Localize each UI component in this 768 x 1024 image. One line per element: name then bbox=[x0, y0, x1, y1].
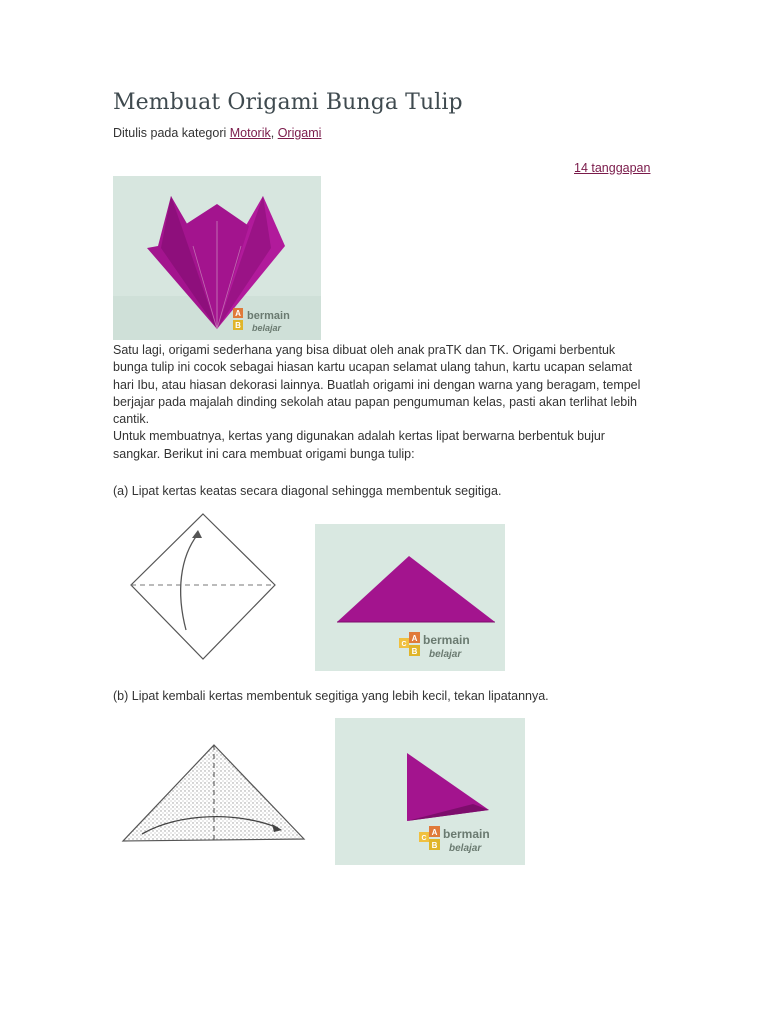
watermark-line1: bermain bbox=[247, 310, 290, 322]
watermark-b: B bbox=[431, 841, 438, 850]
watermark-b: B bbox=[235, 321, 241, 330]
watermark-line1: bermain bbox=[423, 633, 470, 647]
page-title: Membuat Origami Bunga Tulip bbox=[113, 90, 463, 115]
step-a-diagram bbox=[128, 512, 278, 662]
category-separator: , bbox=[270, 126, 278, 140]
meta-prefix: Ditulis pada kategori bbox=[113, 126, 227, 140]
step-a-text: (a) Lipat kertas keatas secara diagonal sehingga membentuk segitiga. bbox=[113, 484, 502, 498]
watermark-line2: belajar bbox=[252, 323, 282, 333]
watermark-logo bbox=[419, 826, 490, 854]
watermark-a: A bbox=[411, 634, 418, 643]
watermark-a: A bbox=[235, 309, 241, 318]
step-b-diagram bbox=[120, 742, 308, 846]
watermark-a: A bbox=[431, 828, 438, 837]
intro-paragraph: Satu lagi, origami sederhana yang bisa dibuat oleh anak praTK dan TK. Origami berbentuk bunga tulip ini cocok sebagai hiasan kartu ucapan selamat ulang tahun, kartu ucapan selamat hari Ibu, atau hiasan dekorasi lainnya. Buatlah origami ini dengan warna yang beragam, tempel berjajar pada majalah dinding sekolah atau papan pengumuman kelas, pasti akan terlihat lebih cantik. bbox=[113, 343, 641, 427]
tulip-photo bbox=[113, 176, 321, 340]
category-link-motorik[interactable]: Motorik bbox=[229, 126, 271, 140]
watermark-logo bbox=[399, 632, 470, 660]
article-body bbox=[113, 342, 653, 463]
instructions-paragraph: Untuk membuatnya, kertas yang digunakan adalah kertas lipat berwarna berbentuk bujur sangkar. Berikut ini cara membuat origami bunga tulip: bbox=[113, 429, 605, 461]
watermark-c: C bbox=[401, 641, 407, 648]
step-a-photo bbox=[315, 524, 505, 671]
category-link-origami[interactable]: Origami bbox=[277, 126, 322, 140]
watermark-c: C bbox=[421, 835, 427, 842]
step-b-photo bbox=[335, 718, 525, 865]
post-meta bbox=[113, 126, 321, 140]
comments-link[interactable]: 14 tanggapan bbox=[574, 161, 651, 175]
watermark-b: B bbox=[411, 647, 418, 656]
watermark-line2: belajar bbox=[429, 649, 462, 660]
watermark-line1: bermain bbox=[443, 827, 490, 841]
step-b-text: (b) Lipat kembali kertas membentuk segitiga yang lebih kecil, tekan lipatannya. bbox=[113, 689, 549, 703]
watermark-line2: belajar bbox=[449, 843, 482, 854]
